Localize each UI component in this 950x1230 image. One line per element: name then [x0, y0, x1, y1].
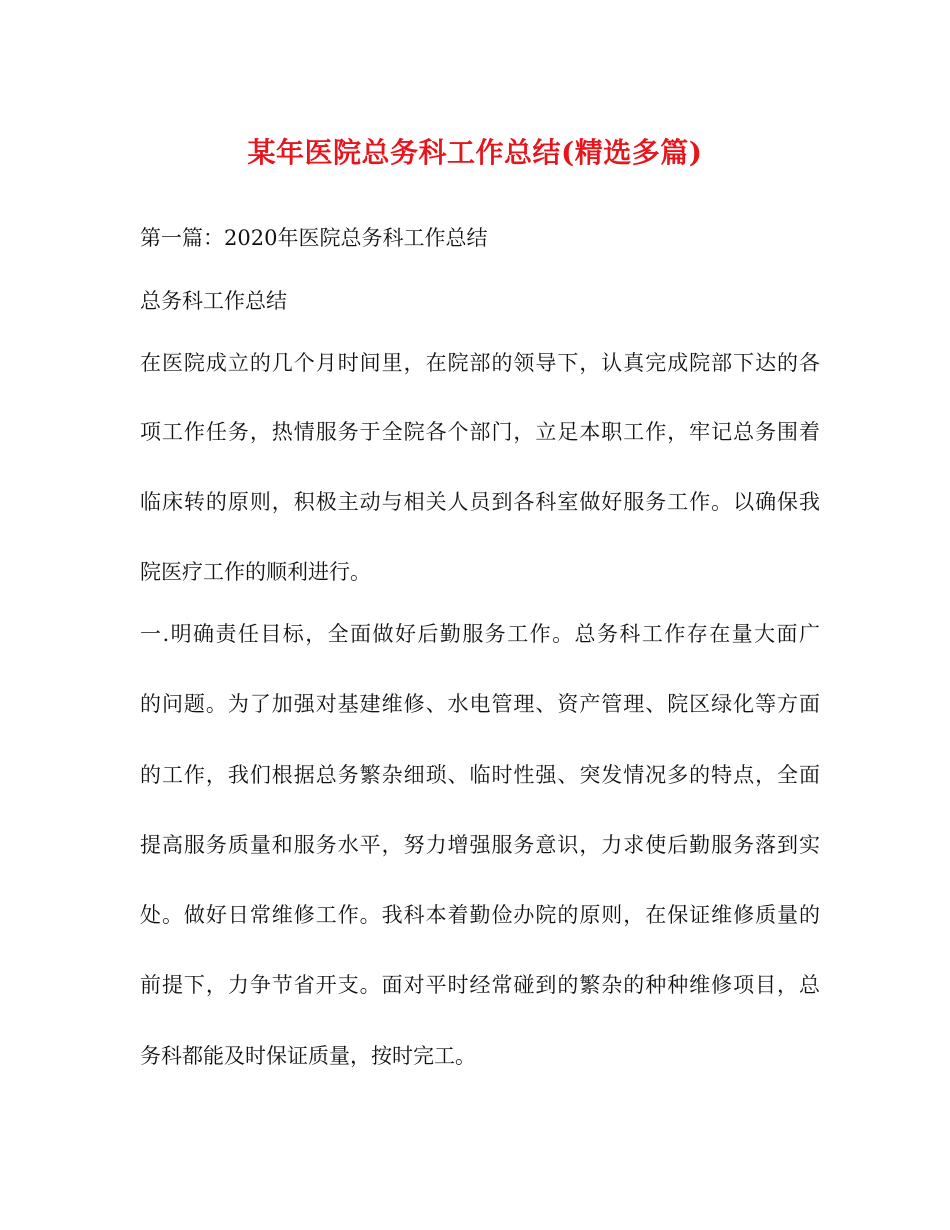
paragraph-line: 项工作任务，热情服务于全院各个部门，立足本职工作，牢记总务围着	[140, 420, 820, 444]
paragraph-line: 提高服务质量和服务水平，努力增强服务意识，力求使后勤服务落到实	[140, 833, 820, 857]
paragraph-line: 在医院成立的几个月时间里，在院部的领导下，认真完成院部下达的各	[140, 351, 820, 375]
paragraph-line: 临床转的原则，积极主动与相关人员到各科室做好服务工作。以确保我	[140, 490, 820, 514]
document-title: 某年医院总务科工作总结(精选多篇)	[247, 136, 703, 169]
paragraph-line: 一.明确责任目标，全面做好后勤服务工作。总务科工作存在量大面广	[140, 622, 820, 646]
paragraph-line: 的工作，我们根据总务繁杂细琐、临时性强、突发情况多的特点，全面	[140, 763, 820, 787]
heading-first-article: 第一篇：2020年医院总务科工作总结	[140, 226, 488, 250]
paragraph-line: 院医疗工作的顺利进行。	[140, 560, 371, 584]
paragraph-line: 的问题。为了加强对基建维修、水电管理、资产管理、院区绿化等方面	[140, 692, 820, 716]
paragraph-line: 务科都能及时保证质量，按时完工。	[140, 1044, 476, 1068]
paragraph-line: 处。做好日常维修工作。我科本着勤俭办院的原则，在保证维修质量的	[140, 903, 820, 927]
subheading-summary: 总务科工作总结	[140, 289, 287, 313]
paragraph-line: 前提下，力争节省开支。面对平时经常碰到的繁杂的种种维修项目，总	[140, 973, 820, 997]
